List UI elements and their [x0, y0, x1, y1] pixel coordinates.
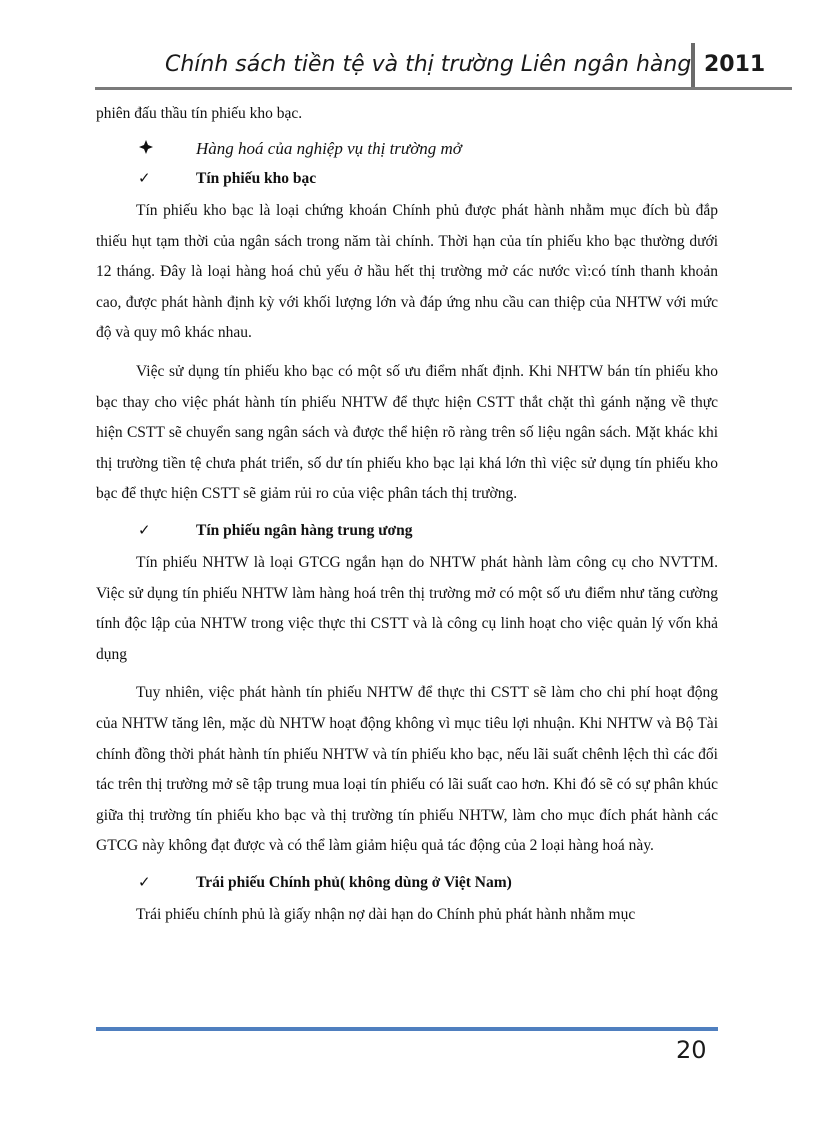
diamond-bullet-icon: [138, 134, 154, 164]
paragraph: Tuy nhiên, việc phát hành tín phiếu NHTW để thực thi CSTT sẽ làm cho chi phí hoạt động của NHTW tăng lên, mặc dù NHTW hoạt động không vì mục tiêu lợi nhuận. Khi NHTW và Bộ Tài chính đồng thời phát hành tín phiếu NHTW và tín phiếu kho bạc, nếu lãi suất chênh lệch thì các đối tác trên thị trường mở sẽ tập trung mua loại tín phiếu có lãi suất cao hơn. Khi đó sẽ có sự phân khúc giữa thị trường tín phiếu kho bạc và thị trường tín phiếu NHTW, làm cho mục đích phát hành các GTCG này không đạt được và có thể làm giảm hiệu quả tác động của 2 loại hàng hoá này.: [96, 684, 718, 855]
paragraph: Tín phiếu NHTW là loại GTCG ngắn hạn do NHTW phát hành làm công cụ cho NVTTM. Việc sử dụng tín phiếu NHTW làm hàng hoá trên thị trường mở có một số ưu điểm như tăng cường tính độc lập của NHTW trong việc thực thi CSTT và là công cụ linh hoạt cho việc quản lý vốn khả dụng: [96, 553, 718, 663]
section-heading: Hàng hoá của nghiệp vụ thị trường mở: [196, 139, 462, 158]
item-heading: Trái phiếu Chính phủ( không dùng ở Việt Nam): [196, 873, 512, 891]
page-header: [0, 0, 816, 95]
paragraph: Trái phiếu chính phủ là giấy nhận nợ dài hạn do Chính phủ phát hành nhằm mục: [136, 905, 636, 923]
checkmark-icon: ✓: [138, 874, 151, 891]
item-heading-row: [96, 164, 718, 194]
page-body: [96, 100, 718, 930]
page-number: 20: [676, 1036, 707, 1064]
section-heading-row: [96, 134, 718, 164]
paragraph: Việc sử dụng tín phiếu kho bạc có một số ưu điểm nhất định. Khi NHTW bán tín phiếu kho bạc thay cho việc phát hành tín phiếu NHTW để thực hiện CSTT thắt chặt thì gánh nặng về thực hiện CSTT sẽ chuyển sang ngân sách và được thể hiện rõ ràng trên số liệu ngân sách. Mặt khác khi thị trường tiền tệ chưa phát triển, số dư tín phiếu kho bạc lại khá lớn thì việc sử dụng tín phiếu kho bạc để thực hiện CSTT sẽ giảm rủi ro của việc phân tách thị trường.: [96, 362, 718, 503]
footer-rule: [96, 1027, 718, 1031]
paragraph: Tín phiếu kho bạc là loại chứng khoán Chính phủ được phát hành nhằm mục đích bù đắp thiếu hụt tạm thời của ngân sách trong năm tài chính. Thời hạn của tín phiếu kho bạc thường dưới 12 tháng. Đây là loại hàng hoá chủ yếu ở hầu hết thị trường mở các nước vì:có tính thanh khoản cao, được phát hành định kỳ với khối lượng lớn và đáp ứng nhu cầu can thiệp của NHTW với mức độ và quy mô khác nhau.: [96, 202, 718, 342]
checkmark-icon: ✓: [138, 171, 151, 187]
checkmark-icon: ✓: [138, 522, 151, 539]
header-title: Chính sách tiền tệ và thị trường Liên ngân hàng: [165, 52, 692, 77]
intro-line: phiên đấu thầu tín phiếu kho bạc.: [96, 105, 303, 122]
item-heading: Tín phiếu kho bạc: [196, 170, 317, 187]
item-heading-row: [96, 516, 718, 546]
item-heading: Tín phiếu ngân hàng trung ương: [196, 521, 413, 539]
item-heading-row: [96, 868, 718, 898]
header-rule: [95, 87, 792, 90]
header-separator: [691, 43, 695, 89]
header-year: 2011: [704, 52, 766, 77]
